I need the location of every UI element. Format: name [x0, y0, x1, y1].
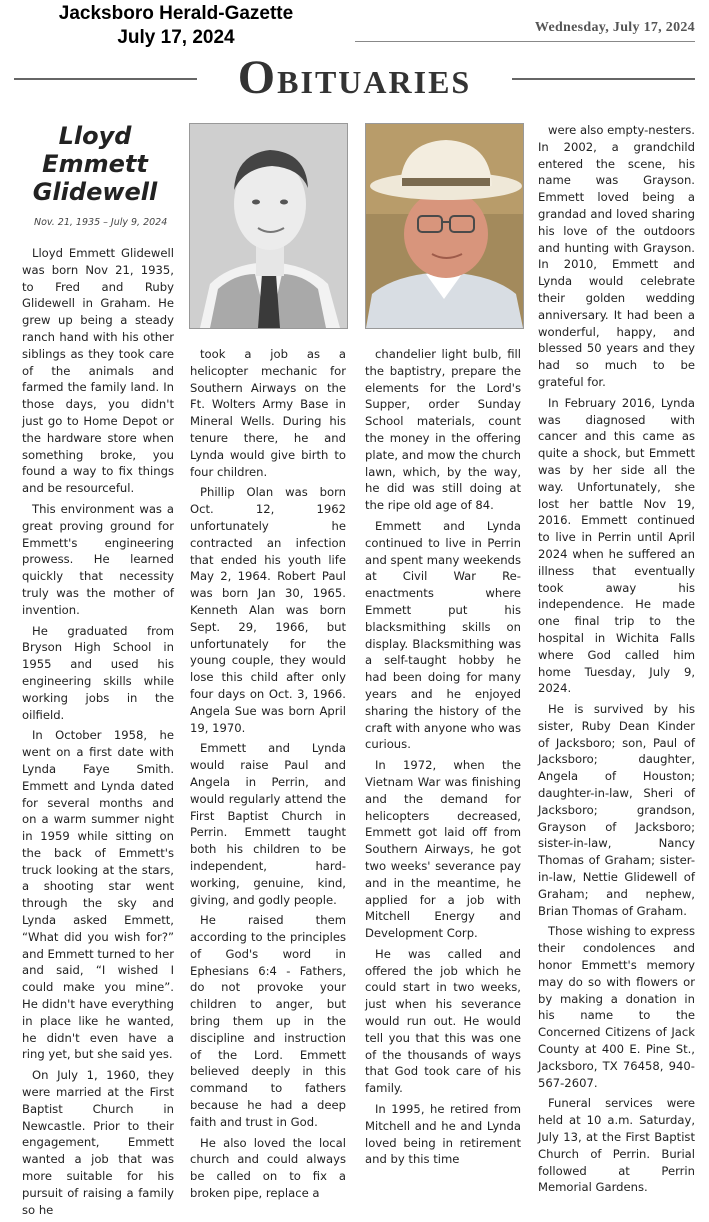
paper-date: July 17, 2024 [117, 27, 235, 48]
paragraph: On July 1, 1960, they were married at the First Baptist Church in Newcastle. Prior to their engagement, Emmett wanted a job that was more suitable for his pursuit of raising a family so he [22, 1068, 174, 1217]
paragraph: Those wishing to express their condolences and honor Emmett's memory may do so with flowers or by making a donation in his name to the Concerned Citizens of Jack County at 400 E. Pine St., Jacksboro, TX 76458, 940-567-2607. [538, 924, 695, 1090]
paper-name: Jacksboro Herald-Gazette [58, 3, 294, 24]
name-line-1: Lloyd [58, 122, 132, 150]
section-title-rest: BITUARIES [277, 64, 472, 100]
paragraph: He raised them according to the principles of God's word in Ephesians 6:4 - Fathers, do not provoke your children to anger, but bring them up in the discipline and instruction of the Lord. Emmett believed deeply in this command to fathers because he had a deep faith and trust in God. [190, 913, 346, 1129]
paragraph: He graduated from Bryson High School in 1955 and used his engineering skills while working jobs in the oilfield. [22, 623, 174, 722]
column-2 [190, 346, 346, 1206]
life-dates: Nov. 21, 1935 – July 9, 2024 [34, 217, 168, 228]
issue-date: Wednesday, July 17, 2024 [534, 20, 695, 35]
top-divider [355, 41, 695, 42]
column-3 [365, 346, 521, 1172]
paragraph: In February 2016, Lynda was diagnosed with cancer and this came as quite a shock, but Emmett was by her side all the way. Unfortunately, she lost her battle Nov 19, 2016. Emmett continued to live in Perrin until April 2024 when he suffered an illness that eventually took away his independence. He made one final trip to the hospital in Wichita Falls where God called him home Tuesday, July 9, 2024. [538, 395, 695, 696]
paragraph: chandelier light bulb, fill the baptistry, prepare the elements for the Lord's Supper, order Sunday School materials, count the money in the offering plate, and mow the church lawn, which, by the way, he did was still doing at the ripe old age of 84. [365, 347, 521, 513]
paragraph: took a job as a helicopter mechanic for Southern Airways on the Ft. Wolters Army Base in Mineral Wells. During his tenure there, he and Lynda would give birth to four children. [190, 347, 346, 479]
paragraph: This environment was a great proving ground for Emmett's engineering prowess. He learned quickly that necessity truly was the mother of invention. [22, 501, 174, 617]
paragraph: Lloyd Emmett Glidewell was born Nov 21, 1935, to Fred and Ruby Glidewell in Graham. He grew up being a steady ranch hand with his other siblings as they took care of the animals and farmed the family land. In those days, you didn't just go to Home Depot or the hardware store when something broke, you found a way to fix things and be resourceful. [22, 246, 174, 496]
paragraph: He was called and offered the job which he could start in two weeks, just when his severance would run out. He would tell you that this was one of the thousands of ways that God took care of his family. [365, 946, 521, 1096]
young-portrait-photo [189, 123, 348, 329]
paragraph: He also loved the local church and could always be called on to fix a broken pipe, replace a [190, 1135, 346, 1201]
paragraph: were also empty-nesters. In 2002, a grandchild entered the scene, his name was Grayson. Emmett loved being a grandad and loved sharing his love of the outdoors and hunting with Grayson. In 2010, Emmett and Lynda would celebrate their golden wedding anniversary. It had been a wonderful, happy, and blessed 50 years and they had so much to be grateful for. [538, 123, 695, 389]
paragraph: Funeral services were held at 10 a.m. Saturday, July 13, at the First Baptist Church of Perrin. Burial followed at Perrin Memorial Gardens. [538, 1096, 695, 1195]
paragraph: Emmett and Lynda would raise Paul and Angela in Perrin, and would regularly attend the First Baptist Church in Perrin. Emmett taught both his children to be independent, hard-working, genuine, kind, giving, and godly people. [190, 741, 346, 907]
elder-portrait-photo [365, 123, 524, 329]
paragraph: In 1995, he retired from Mitchell and he and Lynda loved being in retirement and by this time [365, 1102, 521, 1167]
name-line-2: Emmett [42, 150, 148, 178]
paragraph: Phillip Olan was born Oct. 12, 1962 unfortunately he contracted an infection that ended his youth life May 2, 1964. Robert Paul was born Jan 30, 1965. Kenneth Alan was born Sept. 29, 1966, but unfortunately for the young couple, they would lose this child after only four days on Oct. 3, 1966. Angela Sue was born April 19, 1970. [190, 485, 346, 735]
name-line-3: Glidewell [32, 178, 158, 206]
deceased-name [20, 122, 170, 206]
paragraph: In 1972, when the Vietnam War was finishing and the demand for helicopters decreased, Emmett got laid off from Southern Airways, he got two weeks' severance pay and in the meantime, he applied for a job with Mitchell Energy and Development Corp. [365, 758, 521, 941]
paragraph: He is survived by his sister, Ruby Dean Kinder of Jacksboro; son, Paul of Jacksboro; daughter, Angela of Houston; daughter-in-law, Sheri of Jacksboro; grandson, Grayson of Jacksboro; sister-in-law, Nancy Thomas of Graham; sister-in-law, Nettie Glidewell of Graham; and nephew, Brian Thomas of Graham. [538, 702, 695, 918]
column-4 [538, 122, 695, 1200]
column-1 [22, 245, 174, 1222]
paper-header [8, 2, 344, 50]
section-title-initial: O [237, 51, 278, 104]
section-title [0, 51, 709, 106]
paragraph: In October 1958, he went on a first date with Lynda Faye Smith. Emmett and Lynda dated for several months and on a warm summer night in 1959 while sitting on the back of Emmett's truck looking at the stars, a shooting star went through the sky and Lynda asked Emmett, “What did you wish for?” and Emmett turned to her and said, “I wished I could make you mine”. He didn't have everything in place like he wanted, he didn't even have a ring yet, but she said yes. [22, 728, 174, 1062]
paragraph: Emmett and Lynda continued to live in Perrin and spent many weekends at Civil War Re-enactments where Emmett put his blacksmithing skills on display. Blacksmithing was a self-taught hobby he had been doing for many years and he enjoyed sharing the history of the craft with anyone who was curious. [365, 518, 521, 752]
